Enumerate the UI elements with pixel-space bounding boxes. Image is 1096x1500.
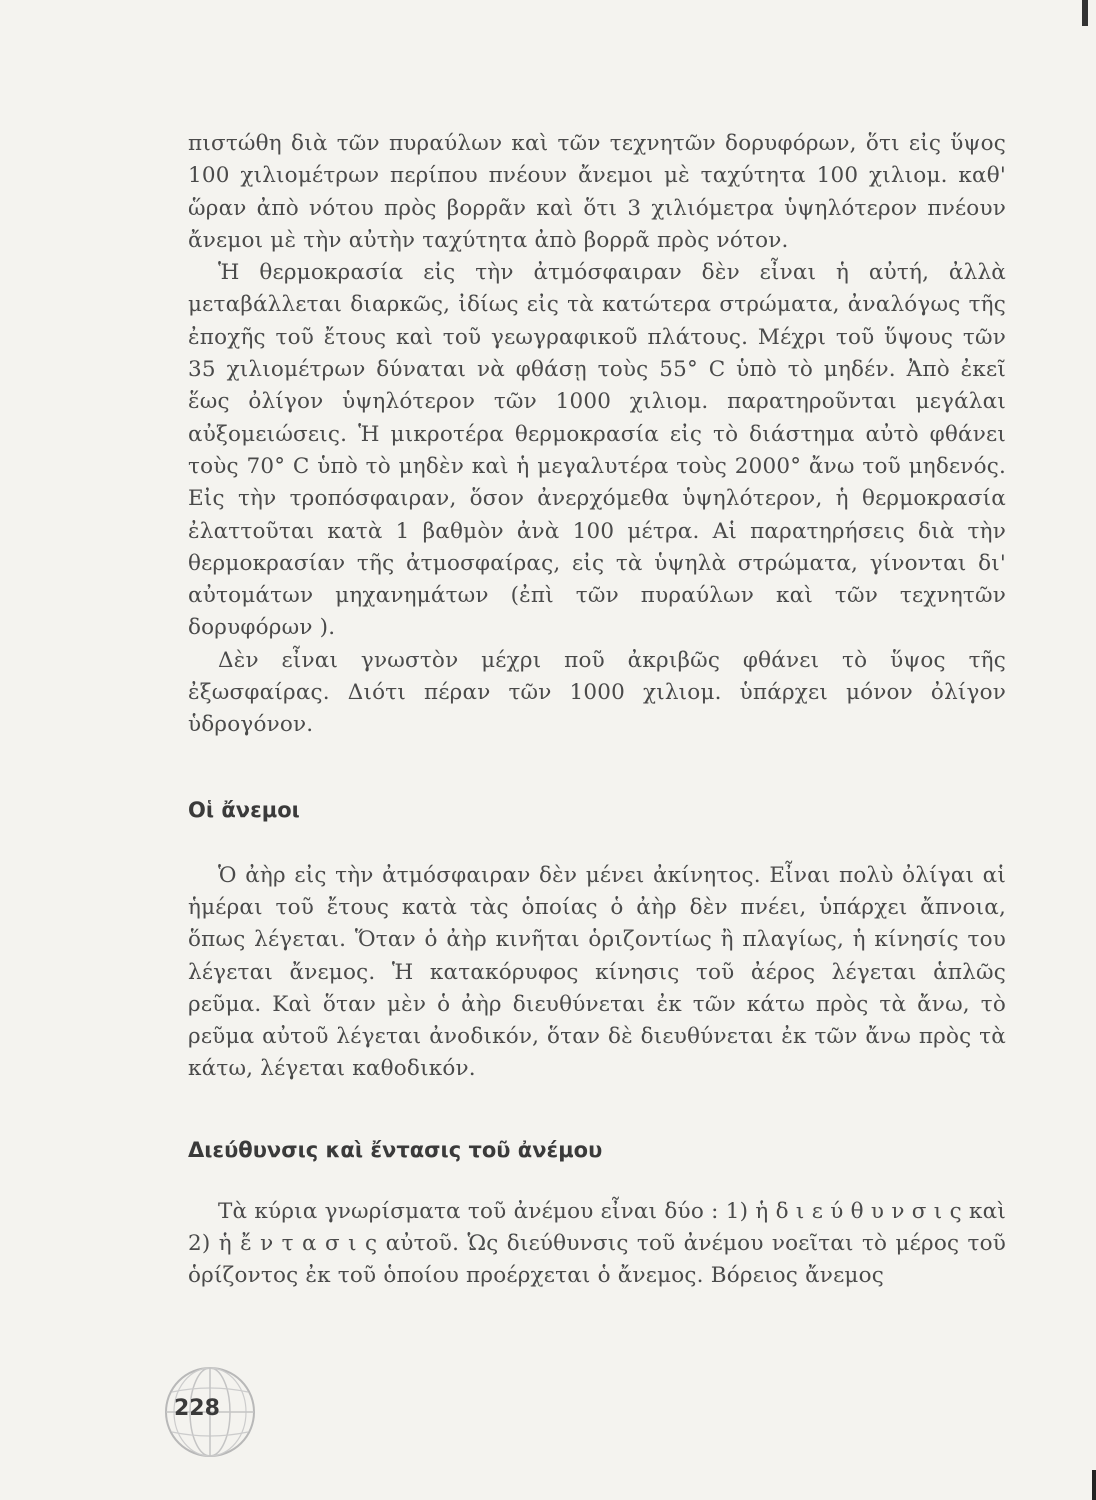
page-number: 228 xyxy=(174,1396,220,1421)
paragraph: Τὰ κύρια γνωρίσματα τοῦ ἀνέμου εἶναι δύο : 1) ἡ δ ι ε ύ θ υ ν σ ι ς καὶ 2) ἡ ἔ ν τ α σ ι ς αὐτοῦ. Ὡς διεύθυνσις τοῦ ἀνέμου νοεῖται τὸ μέρος τοῦ ὁρίζοντος ἐκ τοῦ ὁποίου προέρχεται ὁ ἄνεμος. Βόρειος ἄνεμος xyxy=(188,1198,1006,1289)
page-number-badge xyxy=(160,1362,260,1462)
text-column xyxy=(188,128,1006,1293)
section-heading-direction: Διεύθυνσις καὶ ἔντασις τοῦ ἀνέμου xyxy=(188,1137,603,1162)
section-heading-winds: Οἱ ἄνεμοι xyxy=(188,797,300,822)
paragraph: Δὲν εἶναι γνωστὸν μέχρι ποῦ ἀκριβῶς φθάνει τὸ ὕψος τῆς ἐξωσφαίρας. Διότι πέραν τῶν 1000 χιλιομ. ὑπάρχει μόνον ὀλίγον ὑδρογόνον. xyxy=(188,647,1006,738)
paragraph: πιστώθη διὰ τῶν πυραύλων καὶ τῶν τεχνητῶν δορυφόρων, ὅτι εἰς ὕψος 100 χιλιομέτρων περίπου πνέουν ἄνεμοι μὲ ταχύτητα 100 χιλιομ. καθ' ὥραν ἀπὸ νότου πρὸς βορρᾶν καὶ ὅτι 3 χιλιόμετρα ὑψηλότερον πνέουν ἄνεμοι μὲ τὴν αὐτὴν ταχύτητα ἀπὸ βορρᾶ πρὸς νότον. xyxy=(188,131,1006,253)
scan-edge-mark xyxy=(1092,1470,1096,1500)
paragraph: Ἡ θερμοκρασία εἰς τὴν ἀτμόσφαιραν δὲν εἶναι ἡ αὐτή, ἀλλὰ μεταβάλλεται διαρκῶς, ἰδίως εἰς τὰ κατώτερα στρώματα, ἀναλόγως τῆς ἐποχῆς τοῦ ἔτους καὶ τοῦ γεωγραφικοῦ πλάτους. Μέχρι τοῦ ὕψους τῶν 35 χιλιομέτρων δύναται νὰ φθάσῃ τοὺς 55° C ὑπὸ τὸ μηδέν. Ἀπὸ ἐκεῖ ἕως ὀλίγον ὑψηλότερον τῶν 1000 χιλιομ. παρατηροῦνται μεγάλαι αὐξομειώσεις. Ἡ μικροτέρα θερμοκρασία εἰς τὸ διάστημα αὐτὸ φθάνει τοὺς 70° C ὑπὸ τὸ μηδὲν καὶ ἡ μεγαλυτέρα τοὺς 2000° ἄνω τοῦ μηδενός. Εἰς τὴν τροπόσφαιραν, ὅσον ἀνερχόμεθα ὑψηλότερον, ἡ θερμοκρασία ἐλαττοῦται κατὰ 1 βαθμὸν ἀνὰ 100 μέτρα. Αἱ παρατηρήσεις διὰ τὴν θερμοκρασίαν τῆς ἀτμοσφαίρας, εἰς τὰ ὑψηλὰ στρώματα, γίνονται δι' αὐτομάτων μηχανημάτων (ἐπὶ τῶν πυραύλων καὶ τῶν τεχνητῶν δορυφόρων ). xyxy=(188,260,1006,641)
scan-edge-mark xyxy=(1082,0,1088,26)
paragraph: Ὁ ἀὴρ εἰς τὴν ἀτμόσφαιραν δὲν μένει ἀκίνητος. Εἶναι πολὺ ὀλίγαι αἱ ἡμέραι τοῦ ἔτους κατὰ τὰς ὁποίας ὁ ἀὴρ δὲν πνέει, ὑπάρχει ἄπνοια, ὅπως λέγεται. Ὅταν ὁ ἀὴρ κινῆται ὁριζοντίως ἢ πλαγίως, ἡ κίνησίς του λέγεται ἄνεμος. Ἡ κατακόρυφος κίνησις τοῦ ἀέρος λέγεται ἁπλῶς ρεῦμα. Καὶ ὅταν μὲν ὁ ἀὴρ διευθύνεται ἐκ τῶν κάτω πρὸς τὰ ἄνω, τὸ ρεῦμα αὐτοῦ λέγεται ἀνοδικόν, ὅταν δὲ διευθύνεται ἐκ τῶν ἄνω πρὸς τὰ κάτω, λέγεται καθοδικόν. xyxy=(188,862,1006,1082)
